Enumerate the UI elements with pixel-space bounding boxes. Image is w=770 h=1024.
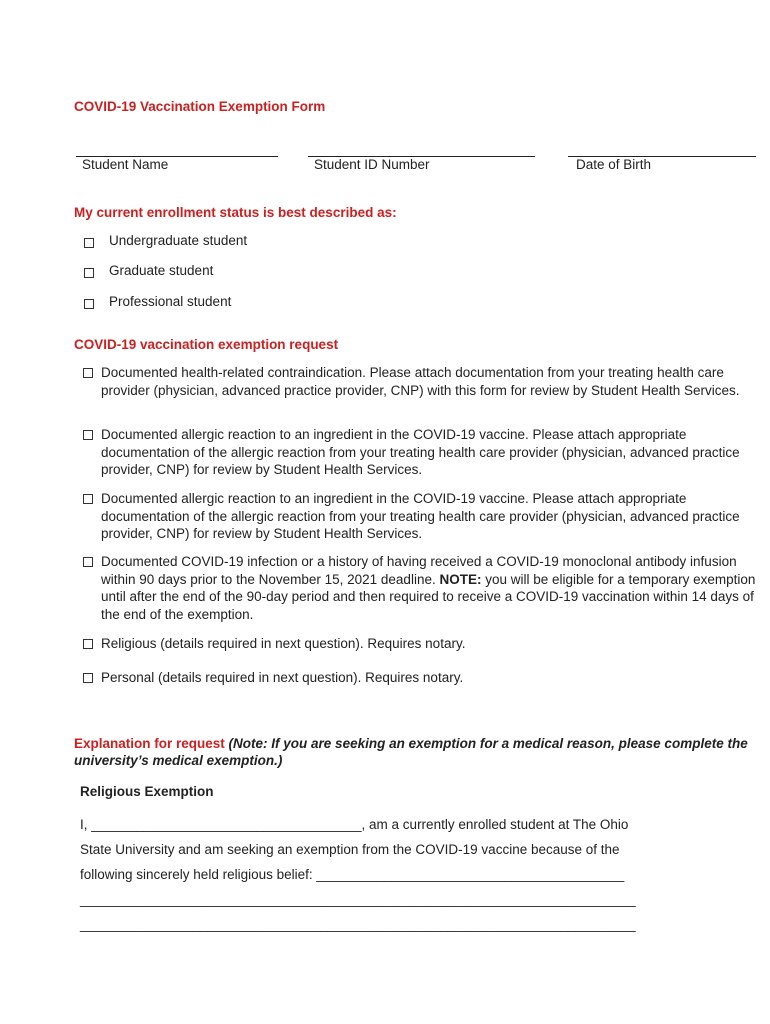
exemption-heading: COVID-19 vaccination exemption request	[74, 337, 339, 352]
explanation-heading: Explanation for request	[74, 736, 225, 751]
option-text-start: Documented COVID-19 infection or a history of having received a COVID-19 monoclonal antibody infusion within 90 days prior to the November 15, 2021 deadline.	[101, 554, 737, 587]
form-title: COVID-19 Vaccination Exemption Form	[74, 99, 326, 114]
checkbox[interactable]	[84, 299, 94, 309]
option-label: Undergraduate student	[109, 233, 248, 248]
option-text-end: you will be eligible for a temporary exemption until after the end of the 90-day period and then required to receive a COVID-19 vaccination within 14 days of the end of the exemption.	[101, 571, 756, 622]
student-name-label: Student Name	[82, 157, 169, 172]
checkbox[interactable]	[83, 494, 93, 504]
checkbox[interactable]	[83, 430, 93, 440]
dob-label: Date of Birth	[576, 157, 652, 172]
student-id-label: Student ID Number	[314, 157, 430, 172]
checkbox[interactable]	[84, 238, 94, 248]
religious-blank-line-1[interactable]: __________________________________________________________________________	[80, 892, 636, 907]
exemption-option-allergic-reaction[interactable]	[80, 426, 756, 479]
option-text	[80, 553, 756, 623]
option-text: Documented health-related contraindication. Please attach documentation from your treating health care provider (physician, advanced practice provider, CNP) with this form for review by Student Health Services.	[101, 365, 740, 398]
enrollment-heading: My current enrollment status is best described as:	[74, 205, 397, 220]
exemption-option-personal[interactable]	[80, 669, 756, 687]
explanation-note: (Note: If you are seeking an exemption for a medical reason, please complete the university’s medical exemption.)	[74, 736, 748, 768]
checkbox[interactable]	[83, 673, 93, 683]
checkbox[interactable]	[83, 639, 93, 649]
exemption-option-covid-infection[interactable]	[80, 553, 756, 623]
option-label: Graduate student	[109, 263, 214, 278]
option-text: Documented allergic reaction to an ingredient in the COVID-19 vaccine. Please attach appropriate documentation of the allergic reaction from your treating health care provider (physician, advanced practice provider, CNP) for review by Student Health Services.	[101, 427, 740, 477]
exemption-option-contraindication[interactable]	[80, 364, 756, 399]
option-text: Documented allergic reaction to an ingredient in the COVID-19 vaccine. Please attach appropriate documentation of the allergic reaction from your treating health care provider (physician, advanced practice provider, CNP) for review by Student Health Services.	[101, 491, 740, 541]
religious-statement-line-3[interactable]: following sincerely held religious belief: _________________________________________	[80, 867, 625, 882]
religious-blank-line-2[interactable]: __________________________________________________________________________	[80, 917, 636, 932]
religious-exemption-heading: Religious Exemption	[80, 784, 214, 799]
checkbox[interactable]	[84, 268, 94, 278]
religious-statement-line-1[interactable]: I, ____________________________________, am a currently enrolled student at The Ohio	[80, 817, 629, 832]
religious-statement-line-2: State University and am seeking an exemption from the COVID-19 vaccine because of the	[80, 842, 620, 857]
checkbox[interactable]	[83, 368, 93, 378]
exemption-option-religious[interactable]	[80, 635, 756, 653]
exemption-option-allergic-reaction-2[interactable]	[80, 490, 756, 543]
explanation-block	[74, 735, 754, 769]
option-text: Religious (details required in next question). Requires notary.	[101, 636, 466, 651]
option-label: Professional student	[109, 294, 232, 309]
note-label: NOTE:	[439, 571, 482, 587]
option-text: Personal (details required in next question). Requires notary.	[101, 670, 464, 685]
checkbox[interactable]	[83, 557, 93, 567]
